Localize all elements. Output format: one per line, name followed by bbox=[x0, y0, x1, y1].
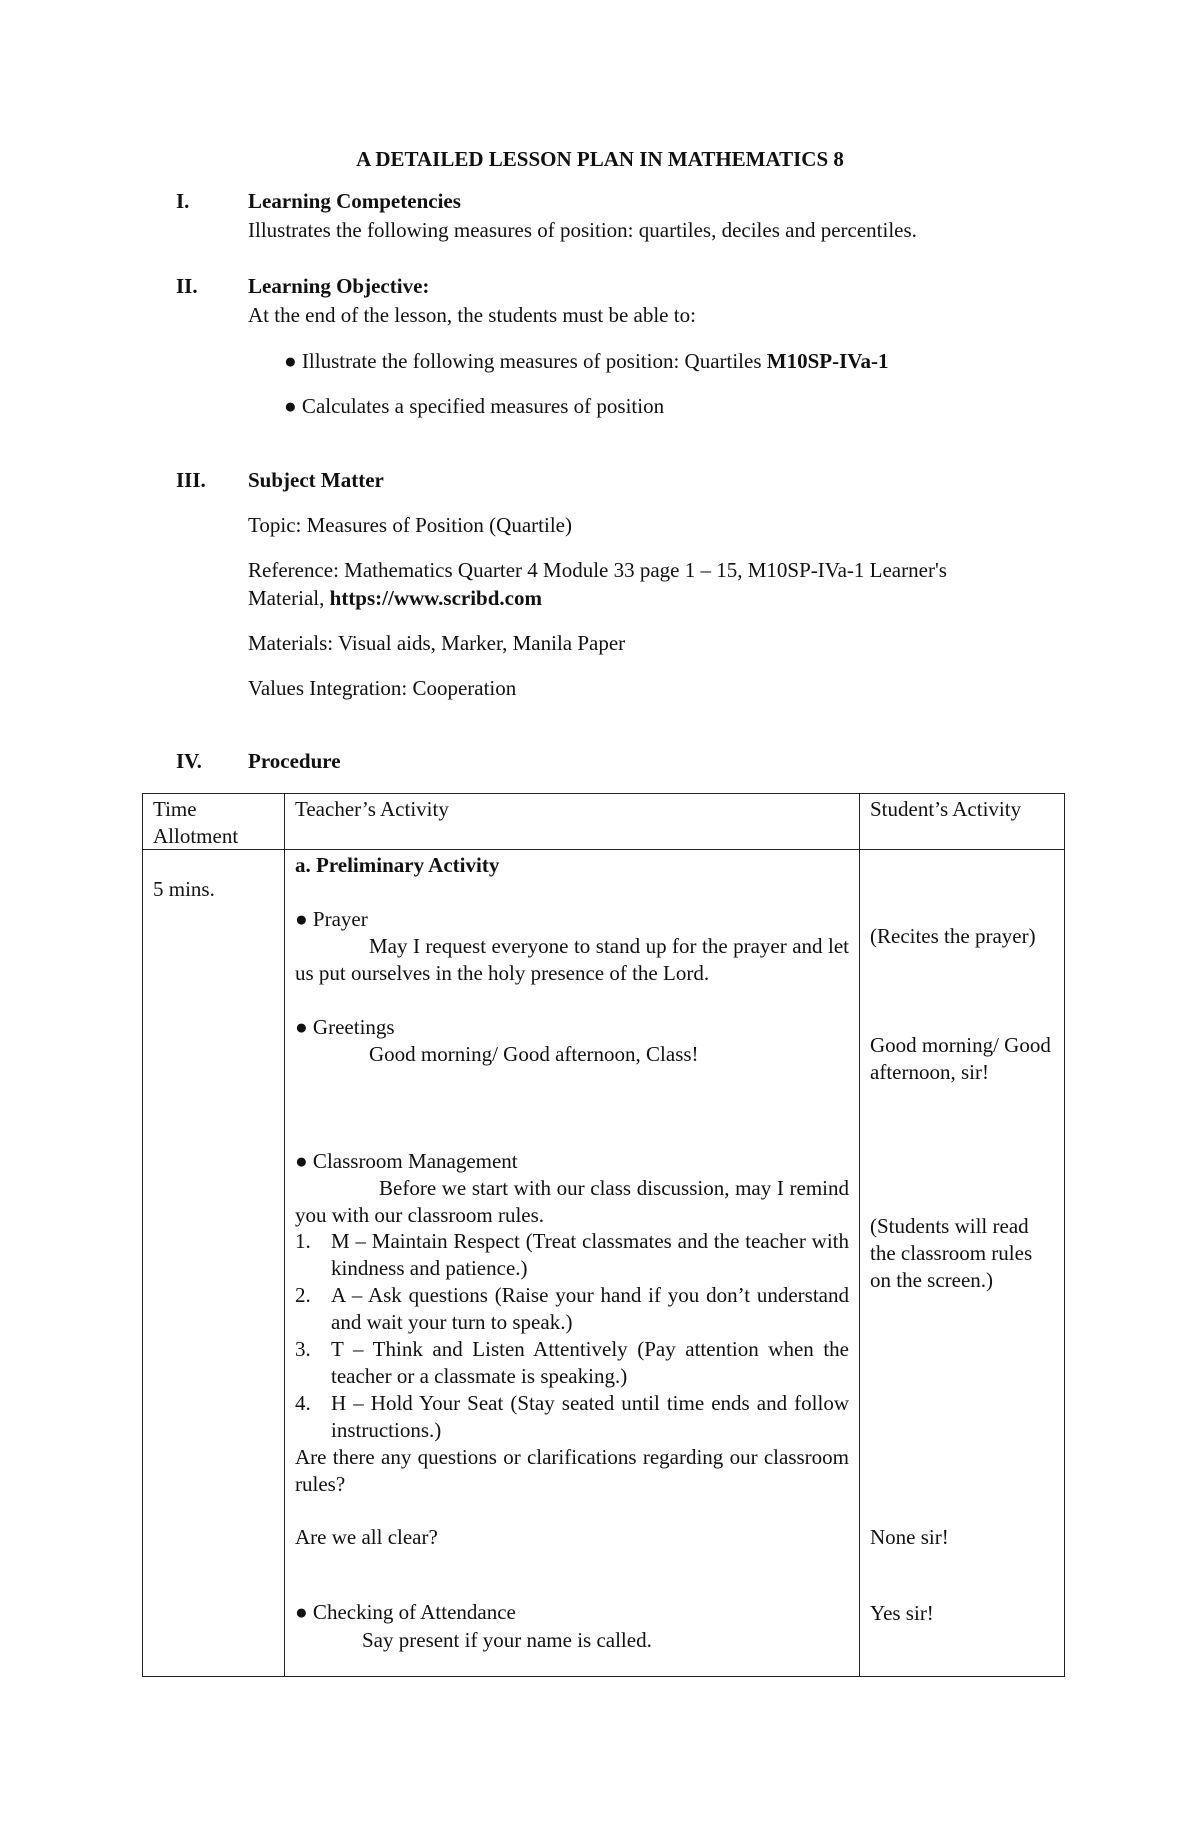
values-integration-line: Values Integration: Cooperation bbox=[248, 676, 517, 700]
section-2-numeral: II. bbox=[176, 274, 198, 298]
materials-line: Materials: Visual aids, Marker, Manila Paper bbox=[248, 631, 626, 655]
student-rules-response: (Students will read the classroom rules on the screen.) bbox=[870, 1214, 1033, 1292]
reference-line-1: Reference: Mathematics Quarter 4 Module 33 page 1 – 15, M10SP-IVa-1 Learner's bbox=[248, 558, 947, 582]
classroom-rules-list bbox=[295, 1228, 849, 1444]
attendance-text: Say present if your name is called. bbox=[362, 1628, 652, 1652]
procedure-table bbox=[142, 793, 1065, 1677]
classroom-management-label: ● Classroom Management bbox=[295, 1149, 518, 1173]
objective-bullet-1: ● Illustrate the following measures of position: Quartiles M10SP-IVa-1 bbox=[284, 349, 889, 373]
classroom-management-text: Before we start with our class discussion, may I remind you with our classroom rules. bbox=[295, 1176, 849, 1227]
section-1-heading: Learning Competencies bbox=[248, 189, 461, 213]
header-time-allotment: Time Allotment bbox=[153, 797, 239, 848]
section-3-heading: Subject Matter bbox=[248, 468, 384, 492]
section-3-numeral: III. bbox=[176, 468, 206, 492]
list-item: 2. A – Ask questions (Raise your hand if you don’t understand and wait your turn to speak.) bbox=[295, 1283, 849, 1334]
table-row bbox=[143, 850, 1065, 1677]
topic-line: Topic: Measures of Position (Quartile) bbox=[248, 513, 572, 537]
student-prayer-response: (Recites the prayer) bbox=[870, 924, 1036, 948]
preliminary-activity-title: a. Preliminary Activity bbox=[295, 853, 500, 877]
all-clear-question: Are we all clear? bbox=[295, 1525, 438, 1549]
list-item: 4. H – Hold Your Seat (Stay seated until time ends and follow instructions.) bbox=[295, 1391, 849, 1442]
prayer-text: May I request everyone to stand up for the prayer and let us put ourselves in the holy presence of the Lord. bbox=[295, 934, 849, 985]
prayer-label: ● Prayer bbox=[295, 907, 368, 931]
section-4-numeral: IV. bbox=[176, 749, 202, 773]
attendance-label: ● Checking of Attendance bbox=[295, 1600, 516, 1624]
section-1-numeral: I. bbox=[176, 189, 190, 213]
greetings-label: ● Greetings bbox=[295, 1015, 395, 1039]
objective-intro: At the end of the lesson, the students must be able to: bbox=[248, 303, 696, 327]
rules-question: Are there any questions or clarifications regarding our classroom rules? bbox=[295, 1445, 849, 1496]
learning-competency-text: Illustrates the following measures of position: quartiles, deciles and percentiles. bbox=[248, 218, 917, 242]
document-title: A DETAILED LESSON PLAN IN MATHEMATICS 8 bbox=[356, 147, 844, 171]
student-greetings-response: Good morning/ Good afternoon, sir! bbox=[870, 1033, 1051, 1084]
table-header-row bbox=[143, 794, 1065, 850]
competency-code: M10SP-IVa-1 bbox=[766, 349, 889, 373]
time-allotment-value: 5 mins. bbox=[153, 877, 215, 901]
section-4-heading: Procedure bbox=[248, 749, 341, 773]
list-item: 1. M – Maintain Respect (Treat classmates and the teacher with kindness and patience.) bbox=[295, 1229, 849, 1280]
header-student-activity: Student’s Activity bbox=[870, 797, 1022, 821]
greetings-text: Good morning/ Good afternoon, Class! bbox=[369, 1042, 699, 1066]
section-2-heading: Learning Objective: bbox=[248, 274, 430, 298]
objective-bullet-2: ● Calculates a specified measures of position bbox=[284, 394, 665, 418]
header-teacher-activity: Teacher’s Activity bbox=[295, 797, 449, 821]
reference-line-2: Material, https://www.scribd.com bbox=[248, 586, 542, 610]
student-none-response: None sir! bbox=[870, 1525, 949, 1549]
student-yes-response: Yes sir! bbox=[870, 1601, 934, 1625]
list-item: 3. T – Think and Listen Attentively (Pay attention when the teacher or a classmate is speaking.) bbox=[295, 1337, 849, 1388]
reference-url[interactable]: https://www.scribd.com bbox=[329, 586, 542, 610]
